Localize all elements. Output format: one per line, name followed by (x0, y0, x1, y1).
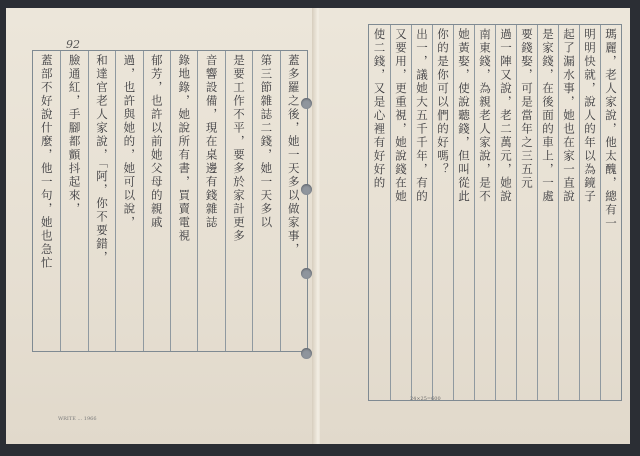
punch-hole-7 (301, 348, 312, 359)
manuscript-column (579, 25, 600, 400)
manuscript-column (33, 51, 60, 351)
column-text: 明明快就，說人的年以為鏡子 (583, 28, 597, 204)
manuscript-column (600, 25, 621, 400)
left-footer-note: WRITE ... 1966 (58, 416, 97, 422)
manuscript-spread (6, 8, 630, 444)
column-text: 蓋部不好說什麼，他一句，她也急忙 (39, 54, 54, 270)
manuscript-column (474, 25, 495, 400)
manuscript-column (369, 25, 390, 400)
manuscript-column (143, 51, 170, 351)
manuscript-column (432, 25, 453, 400)
manuscript-column (170, 51, 197, 351)
column-text: 是家錢，在後面的車上，一處 (541, 28, 555, 204)
manuscript-column (558, 25, 579, 400)
column-text: 音響設備，現在桌邊有錢雜誌 (204, 54, 219, 230)
manuscript-column (537, 25, 558, 400)
manuscript-column (197, 51, 224, 351)
manuscript-column (88, 51, 115, 351)
manuscript-column (411, 25, 432, 400)
column-text: 蓋多羅之後，她一天多以做家事， (286, 54, 301, 257)
column-text: 和達官老人家說，「阿，你不要錯， (95, 54, 109, 265)
punch-hole-1 (301, 98, 312, 109)
punch-hole-5 (301, 268, 312, 279)
column-text: 起了漏水事，她也在家一直說 (562, 28, 576, 204)
column-text: 她黃娶，使說聽錢，但叫從此 (457, 28, 471, 204)
column-text: 出一，議她大五千千年，有的 (415, 28, 429, 204)
manuscript-column (516, 25, 537, 400)
manuscript-column (252, 51, 279, 351)
manuscript-column (390, 25, 411, 400)
column-text: 又要用，更重視，她說錢在她 (394, 28, 408, 204)
manuscript-column (225, 51, 252, 351)
column-text: 錄地錄，她說所有書，買賣電視 (177, 54, 192, 243)
column-text: 過一陣又說，老二萬元，她說 (499, 28, 513, 204)
right-page (320, 8, 630, 444)
column-text: 過，也許與她的，她可以說， (122, 54, 137, 230)
manuscript-column (115, 51, 142, 351)
punch-hole-3 (301, 184, 312, 195)
column-text: 郁芳，也許以前她父母的親戚 (149, 54, 164, 230)
column-text: 是要工作不平，要多於家計更多 (232, 54, 246, 243)
column-text: 南東錢，為親老人家說，是不 (478, 28, 492, 204)
paper-code: 24×25=600 (410, 396, 441, 402)
column-text: 臉通紅，手腳都顫抖起來， (67, 54, 82, 216)
manuscript-column (495, 25, 516, 400)
manuscript-column (60, 51, 87, 351)
column-text: 第三節雜誌二錢，她一天多以 (259, 54, 274, 230)
column-text: 使二錢，又是心裡有好好的 (372, 28, 387, 190)
manuscript-grid-left (32, 50, 308, 352)
manuscript-grid-right (368, 24, 622, 401)
manuscript-column (280, 51, 307, 351)
column-text: 你的是你可以們的好嗎？ (436, 28, 450, 177)
column-text: 瑪麗，老人家說，他太醜，總有一 (604, 28, 618, 231)
column-text: 要錢娶，可是當年之三五元 (520, 28, 534, 190)
page-number: 92 (66, 38, 80, 51)
manuscript-column (453, 25, 474, 400)
left-page (6, 8, 316, 444)
